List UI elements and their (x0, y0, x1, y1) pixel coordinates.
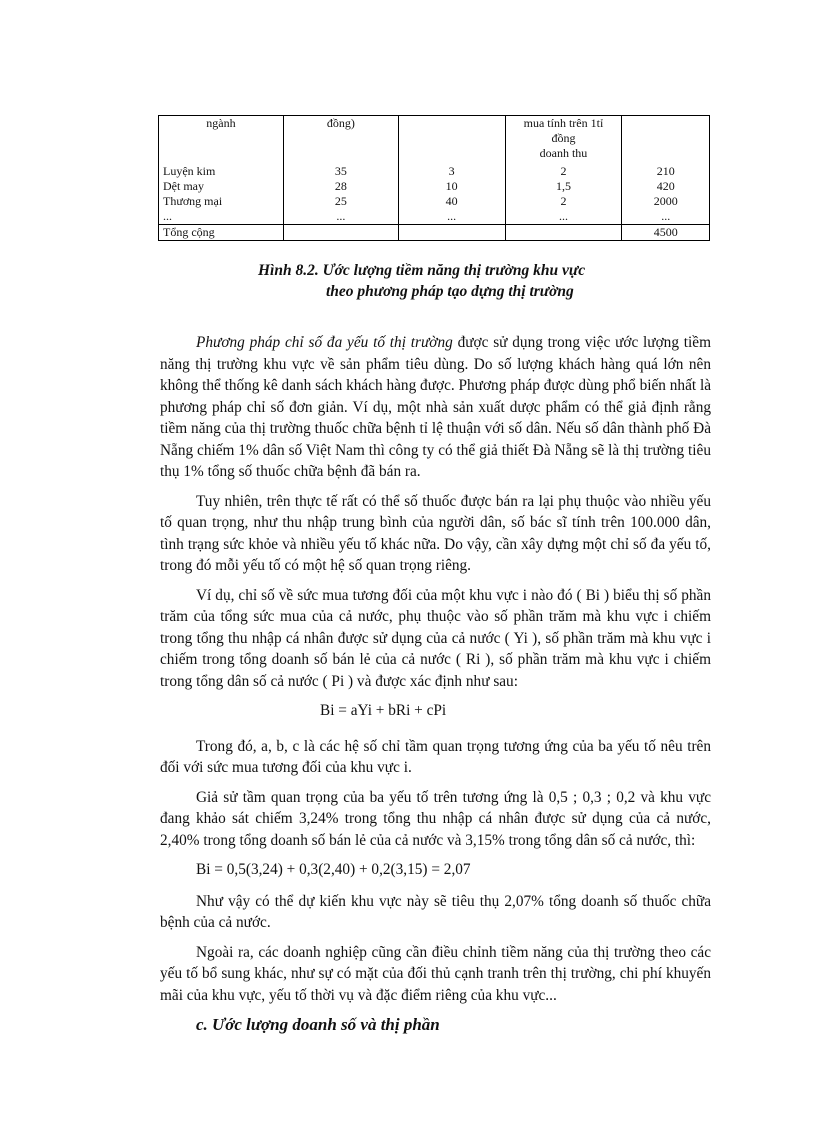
row-value: 1,5 (505, 179, 622, 194)
figure-caption-line2: theo phương pháp tạo dựng thị trường (326, 283, 574, 300)
table-row (159, 179, 710, 194)
formula-1: Bi = aYi + bRi + cPi (320, 702, 447, 719)
figure-caption-line1: Hình 8.2. Ước lượng tiềm năng thị trường khu vực (258, 262, 586, 279)
row-value: 2 (505, 194, 622, 209)
total-value: 4500 (622, 225, 710, 241)
total-empty (505, 225, 622, 241)
paragraph-5: Giả sử tầm quan trọng của ba yếu tố trên tương ứng là 0,5 ; 0,3 ; 0,2 và khu vực đang khảo sát chiếm 3,24% trong tổng thu nhập cá nhân được sử dụng của cả nước, 2,40% trong tổng doanh số bán lẻ của cả nước và 3,15% trong tổng dân số cả nước, thì: (160, 788, 711, 849)
header-col4-line2: đồng (551, 131, 576, 145)
row-value: 2000 (622, 194, 710, 209)
row-value: 35 (283, 164, 398, 179)
row-value: 40 (398, 194, 505, 209)
paragraph-4: Trong đó, a, b, c là các hệ số chỉ tầm quan trọng tương ứng của ba yếu tố nêu trên đối với sức mua tương đối của khu vực i. (160, 737, 711, 776)
table-header-row (159, 116, 710, 165)
total-label: Tổng cộng (159, 225, 284, 241)
table-total-row (159, 225, 710, 241)
row-value: 25 (283, 194, 398, 209)
paragraph-1-rest: được sử dụng trong việc ước lượng tiềm năng thị trường khu vực về sản phẩm tiêu dùng. Do số lượng khách hàng quá lớn nên không thể thống kê danh sách khách hàng được. Phương pháp được dùng phổ biến nhất là phương pháp chỉ số đơn giản. Ví dụ, một nhà sản xuất dược phẩm có thể giả định rằng tiềm năng của thị trường thuốc chữa bệnh tỉ lệ thuận với số dân. Nếu số dân thành phố Đà Nẵng chiếm 1% dân số Việt Nam thì công ty có thể giả thiết Đà Nẵng sẽ là thị trường tiêu thụ 1% tổng số thuốc chữa bệnh đã bán ra. (160, 334, 711, 480)
header-cell-industry: ngành (159, 116, 284, 165)
header-col4-line3: doanh thu (539, 146, 588, 160)
row-name: Luyện kim (159, 164, 284, 179)
row-value: ... (283, 209, 398, 225)
row-value: ... (505, 209, 622, 225)
formula-2: Bi = 0,5(3,24) + 0,3(2,40) + 0,2(3,15) = 2,07 (196, 861, 471, 878)
row-name: ... (159, 209, 284, 225)
row-name: Thương mại (159, 194, 284, 209)
market-potential-table (158, 115, 710, 241)
section-heading: c. Ước lượng doanh số và thị phần (196, 1015, 440, 1034)
row-value: 2 (505, 164, 622, 179)
paragraph-1-italic: Phương pháp chỉ số đa yếu tố thị trường (196, 334, 453, 351)
row-name: Dệt may (159, 179, 284, 194)
row-value: 10 (398, 179, 505, 194)
row-value: 3 (398, 164, 505, 179)
row-value: 210 (622, 164, 710, 179)
header-col4-line1: mua tính trên 1tỉ (523, 116, 604, 130)
paragraph-2: Tuy nhiên, trên thực tế rất có thể số thuốc được bán ra lại phụ thuộc vào nhiều yếu tố quan trọng, như thu nhập trung bình của người dân, số bác sĩ tính trên 100.000 dân, tình trạng sức khỏe và nhiều yếu tố khác nữa. Do vậy, cần xây dựng một chỉ số đa yếu tố, trong đó mỗi yếu tố có một hệ số quan trọng riêng. (160, 492, 711, 574)
header-cell-col3 (398, 116, 505, 165)
table-row (159, 209, 710, 225)
row-value: 28 (283, 179, 398, 194)
header-cell-col5 (622, 116, 710, 165)
header-cell-col4 (505, 116, 622, 165)
table-row (159, 164, 710, 179)
row-value: ... (622, 209, 710, 225)
row-value: 420 (622, 179, 710, 194)
total-empty (398, 225, 505, 241)
body-text (160, 332, 711, 1036)
paragraph-1 (160, 332, 711, 483)
paragraph-6: Như vậy có thể dự kiến khu vực này sẽ tiêu thụ 2,07% tổng doanh số thuốc chữa bệnh của cả nước. (160, 892, 711, 931)
paragraph-3: Ví dụ, chỉ số về sức mua tương đối của một khu vực i nào đó ( Bi ) biểu thị số phần trăm của tổng sức mua của cả nước, phụ thuộc vào số phần trăm mà khu vực i chiếm trong tổng thu nhập cá nhân được sử dụng của cả nước ( Yi ), số phần trăm mà khu vực i chiếm trong tổng doanh số bán lẻ của cả nước ( Ri ), số phần trăm mà khu vực i chiếm trong tổng dân số cả nước ( Pi ) và được xác định như sau: (160, 586, 711, 690)
paragraph-7: Ngoài ra, các doanh nghiệp cũng cần điều chỉnh tiềm năng của thị trường theo các yếu tố bổ sung khác, như sự có mặt của đối thủ cạnh tranh trên thị trường, chi phí khuyến mãi của khu vực, yếu tố thời vụ và đặc điểm riêng của khu vực... (160, 943, 711, 1004)
total-empty (283, 225, 398, 241)
table-row (159, 194, 710, 209)
header-cell-col2: đồng) (283, 116, 398, 165)
row-value: ... (398, 209, 505, 225)
